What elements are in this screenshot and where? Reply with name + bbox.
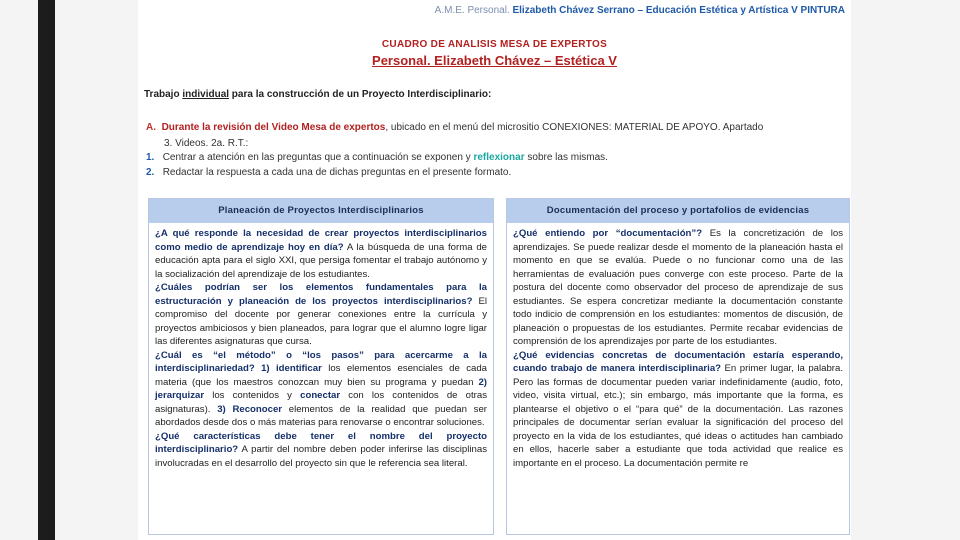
planning-box-heading: Planeación de Proyectos Interdisciplinarios — [149, 199, 493, 223]
planning-step-1-text: los elementos esenciales de cada materia (que los maestros conozcan muy bien su programa y puedan — [155, 363, 487, 388]
instruction-1-marker: 1. — [146, 152, 155, 163]
intro-before: Trabajo — [144, 89, 183, 100]
planning-step-2-text: los contenidos y — [204, 390, 301, 401]
instruction-a-continued: 3. Videos. 2a. R.T.: — [164, 138, 249, 149]
instruction-2-marker: 2. — [146, 167, 155, 178]
documentation-box — [506, 198, 850, 535]
planning-step-3-text: elementos de la realidad que puedan ser abordados desde dos o más materias para renovarse o encontrar soluciones. — [155, 403, 487, 428]
intro-line — [144, 89, 491, 100]
planning-step-connect-text: con los contenidos de otras asignaturas). — [155, 390, 487, 415]
document-title: CUADRO DE ANALISIS MESA DE EXPERTOS — [381, 39, 608, 50]
planning-question-4: ¿Qué características debe tener el nombre del proyecto interdisciplinario? — [155, 430, 487, 455]
documentation-box-body — [507, 223, 849, 470]
documentation-box-heading: Documentación del proceso y portafolios de evidencias — [507, 199, 849, 223]
page-header — [435, 5, 845, 16]
planning-step-connect: conectar — [300, 390, 341, 401]
planning-box — [148, 198, 494, 535]
documentation-question-1: ¿Qué entiendo por “documentación”? — [513, 228, 703, 239]
instruction-a-marker: A. — [146, 122, 156, 133]
documentation-qa-1 — [513, 227, 843, 349]
instruction-1-after: sobre las mismas. — [524, 152, 608, 163]
left-sidebar-bar — [38, 0, 55, 540]
planning-question-1: ¿A qué responde la necesidad de crear proyectos interdisciplinarios como medio de aprendizaje hoy en día? — [155, 228, 487, 253]
planning-box-body — [149, 223, 493, 470]
documentation-qa-2 — [513, 349, 843, 471]
planning-answer-2: El compromiso del docente por generar conexiones entre la currícula y proyectos ambiciosos y bien planeados, para lograr que el alumno logre ligar las diferentes asignaturas que cursa. — [155, 295, 487, 347]
instruction-2-text: Redactar la respuesta a cada una de dichas preguntas en el presente formato. — [162, 167, 512, 178]
document-page — [138, 0, 851, 540]
planning-qa-2 — [155, 281, 487, 349]
planning-qa-4 — [155, 430, 487, 471]
planning-answer-4: A partir del nombre deben poder inferirse las disciplinas involucradas en el desarrollo del proyecto sin que le referencia sea literal. — [155, 444, 487, 469]
documentation-question-2: ¿Qué evidencias concretas de documentación estaría esperando, cuando trabajo de manera interdisciplinaria? — [513, 349, 843, 374]
planning-step-3: 3) Reconocer — [217, 403, 283, 415]
header-text: Elizabeth Chávez Serrano – Educación Estética y Artística V PINTURA — [512, 5, 845, 16]
instruction-1-highlight: reflexionar — [473, 152, 525, 163]
instruction-2 — [146, 167, 511, 178]
intro-after: para la construcción de un Proyecto Interdisciplinario: — [229, 89, 492, 100]
instruction-a-rest: , ubicado en el menú del micrositio CONEXIONES: MATERIAL DE APOYO. Apartado — [385, 122, 764, 133]
instruction-1-before: Centrar a atención en las preguntas que a continuación se exponen y — [162, 152, 474, 163]
planning-qa-1 — [155, 227, 487, 281]
header-prefix: A.M.E. Personal. — [434, 5, 510, 16]
planning-step-2: 2) jerarquizar — [155, 376, 487, 401]
planning-question-2: ¿Cuáles podrían ser los elementos fundamentales para la estructuración y planeación de los proyectos interdisciplinarios? — [155, 282, 487, 307]
documentation-answer-2: En primer lugar, la palabra. Pero las formas de documentar pueden variar indefinidamente (audio, foto, video, visita virtual, etc.); sin embargo, más importante que la forma, es plantearse el objetivo o el “para qué” de la documentación. Las razones principales de documentar serían evaluar la significación del proceso del proyecto en la vida de los estudiantes, qué ideas o actitudes han cambiado en ellos, hacerle saber a estudiante que toda actividad que realice es importante en el proceso. La documentación permite re — [513, 363, 843, 469]
instruction-1 — [146, 152, 608, 163]
instruction-a — [146, 122, 763, 133]
planning-qa-3 — [155, 349, 487, 430]
instruction-a-bold: Durante la revisión del Video Mesa de expertos — [161, 122, 386, 133]
planning-question-3: ¿Cuál es “el método” o “los pasos” para acercarme a la interdisciplinariedad? — [155, 349, 487, 374]
intro-underlined: individual — [182, 89, 230, 100]
document-subtitle: Personal. Elizabeth Chávez – Estética V — [372, 53, 617, 68]
documentation-answer-1: Es la concretización de los aprendizajes. Se puede realizar desde el momento de la planeación hasta el momento en que se evalúa. Puede o no funcionar como una de las herramientas de evaluación pues converge con este proceso. Parte de la postura del docente como observador del proceso de aprendizaje de sus estudiantes. Se espera concretizar mediante la documentación constante todo indicio de comprensión en los estudiantes: momentos de discusión, de planeación o propuestas de los estudiantes. Permite recabar evidencias de comprensión de los aprendizajes por parte de los estudiantes. — [513, 228, 844, 347]
planning-answer-1: A la búsqueda de una forma de educación apta para el siglo XXI, que persiga fomentar el trabajo autónomo y la socialización del aprendizaje de los estudiantes. — [155, 241, 487, 280]
planning-step-1: 1) identificar — [261, 363, 322, 374]
